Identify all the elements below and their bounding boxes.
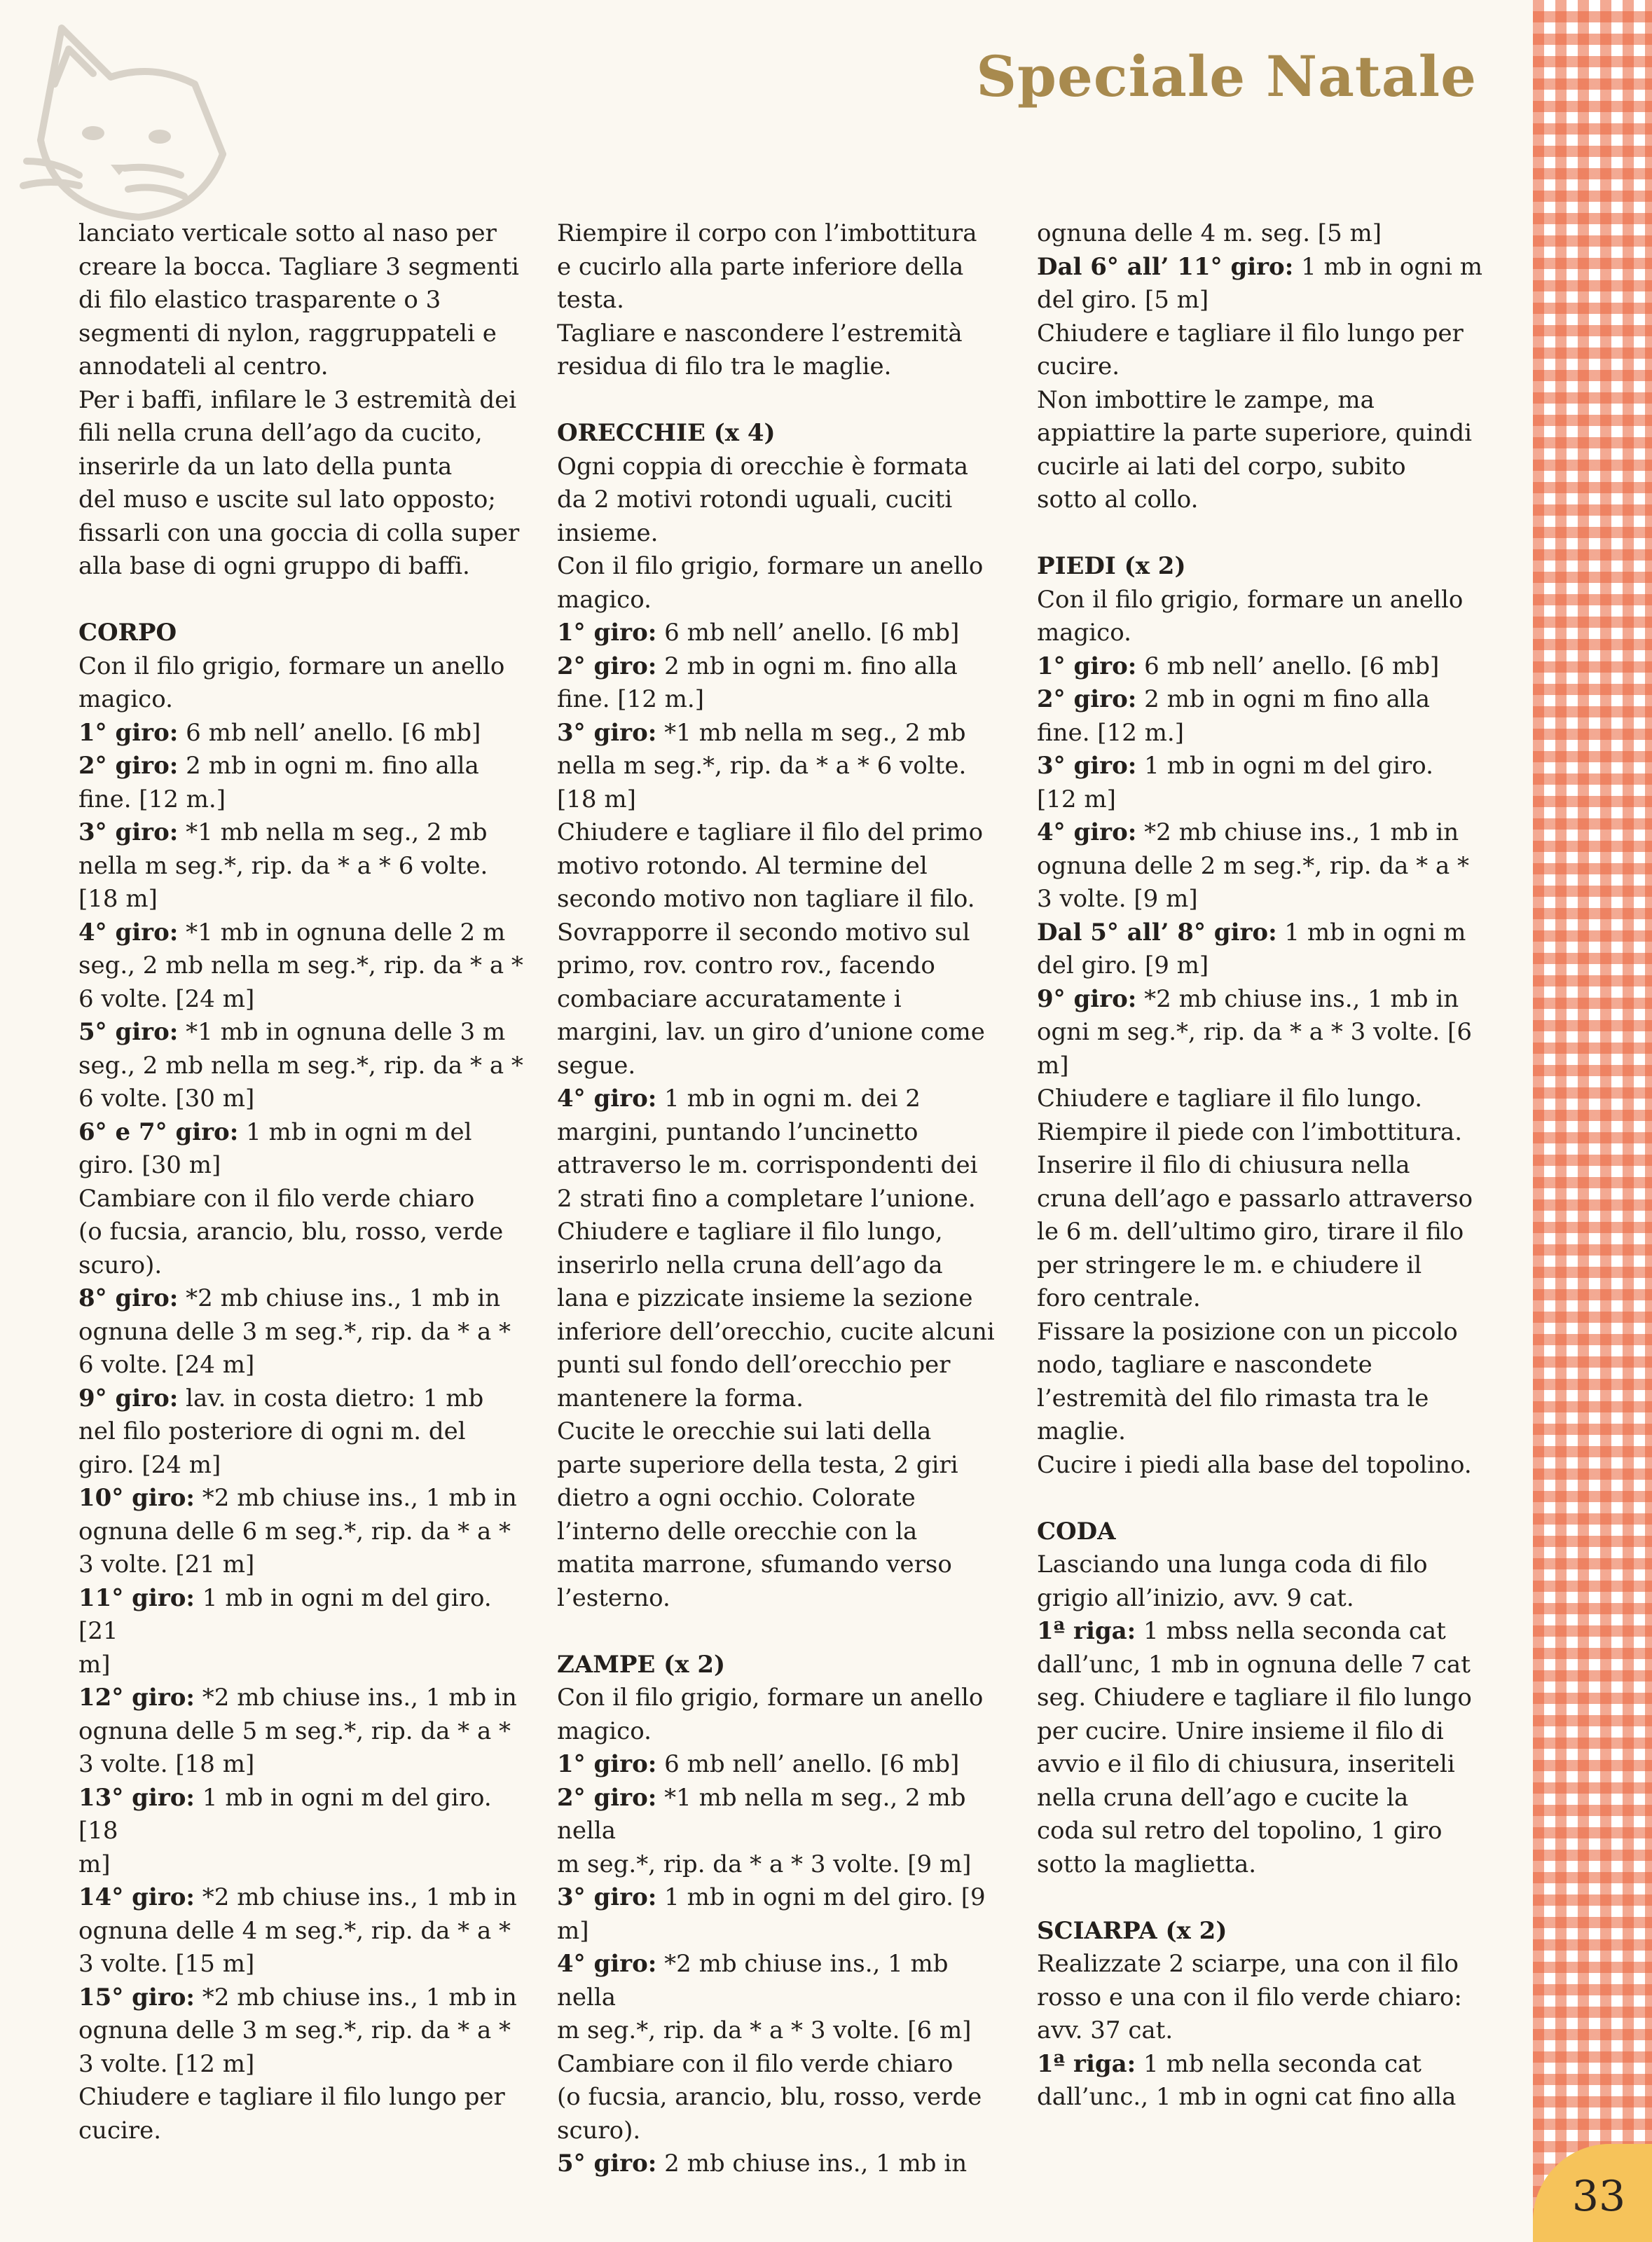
text-line: per cucire. Unire insieme il filo di [1037,1717,1444,1745]
paragraph-gap [1037,517,1485,551]
round-label: 1° giro: [557,619,657,647]
instruction-line [78,1016,527,1050]
instruction-line [1037,650,1485,684]
round-label: 4° giro: [557,1085,657,1113]
round-label: 1° giro: [1037,652,1137,680]
round-text: 2 mb in ogni m fino alla [1136,685,1430,713]
round-label: 3° giro: [557,1883,657,1911]
text-line: seg., 2 mb nella m seg.*, rip. da * a * [78,1051,523,1080]
text-line: cucire. [78,2116,162,2145]
text-line: parte superiore della testa, 2 giri [557,1450,958,1479]
round-text: 1 mb in ogni m del giro. [1136,752,1433,780]
text-line: Per i baffi, infilare le 3 estremità dei [78,385,517,414]
instruction-line [1037,983,1485,1017]
text-line: e cucirlo alla parte inferiore della [557,252,964,281]
text-line: annodateli al centro. [78,352,329,380]
text-line: nodo, tagliare e nascondete [1037,1351,1372,1379]
round-text: *1 mb nella m seg., 2 mb nella [557,1783,966,1845]
round-text: 1 mb in ogni m del giro. [9 m] [557,1883,986,1945]
instruction-line [78,1782,527,1848]
round-text: *2 mb chiuse ins., 1 mb in [178,1284,501,1312]
text-line: (o fucsia, arancio, blu, rosso, verde [557,2083,982,2111]
text-line: cruna dell’ago e passarlo attraverso [1037,1184,1473,1213]
text-line: ognuna delle 4 m. seg. [5 m] [1037,219,1382,247]
text-line: l’interno delle orecchie con la [557,1517,918,1546]
instruction-line [78,1482,527,1515]
round-label: 12° giro: [78,1684,195,1712]
instruction-line [78,916,527,950]
text-line: Realizzate 2 sciarpe, una con il filo [1037,1950,1459,1978]
instruction-line [1037,2048,1485,2082]
round-text: 6 mb nell’ anello. [6 mb] [656,619,960,647]
text-line: Cucire i piedi alla base del topolino. [1037,1450,1472,1479]
round-text: 1 mb in ogni m [1276,918,1466,947]
paragraph-gap [557,384,1005,418]
round-label: 1ª riga: [1037,2049,1136,2078]
round-label: 3° giro: [557,718,657,747]
instruction-line [1037,683,1485,717]
round-label: 1° giro: [78,718,179,747]
text-line: segmenti di nylon, raggruppateli e [78,319,497,348]
round-label: 3° giro: [1037,752,1137,780]
text-line: magico. [78,685,173,713]
text-line: inserirlo nella cruna dell’ago da [557,1251,943,1279]
text-line: nel filo posteriore di ogni m. del [78,1417,466,1445]
text-line: dietro a ogni occhio. Colorate [557,1484,916,1512]
text-line: foro centrale. [1037,1284,1201,1312]
text-line: 3 volte. [21 m] [78,1550,255,1579]
text-line: matita marrone, sfumando verso [557,1550,952,1579]
text-line: Cambiare con il filo verde chiaro [78,1184,475,1213]
text-line: coda sul retro del topolino, 1 giro [1037,1817,1443,1845]
instruction-line [78,1682,527,1715]
round-label: 5° giro: [557,2150,657,2178]
text-line: Con il filo grigio, formare un anello [1037,585,1464,614]
text-line: appiattire la parte superiore, quindi [1037,419,1473,447]
round-label: 4° giro: [78,918,179,947]
text-line: testa. [557,286,624,314]
text-line: seg., 2 mb nella m seg.*, rip. da * a * [78,951,523,979]
instruction-line [1037,816,1485,850]
text-line: inserirle da un lato della punta [78,452,453,481]
text-line: 6 volte. [24 m] [78,984,255,1013]
text-line: 3 volte. [9 m] [1037,885,1198,913]
round-text: 2 mb in ogni m. fino alla [178,752,479,780]
text-line: combaciare accuratamente i [557,984,902,1013]
text-line: seg. Chiudere e tagliare il filo lungo [1037,1684,1472,1712]
text-line: avv. 37 cat. [1037,2016,1173,2044]
text-line: fili nella cruna dell’ago da cucito, [78,419,483,447]
text-line: nella cruna dell’ago e cucite la [1037,1783,1409,1812]
round-label: 10° giro: [78,1484,195,1512]
text-line: del giro. [9 m] [1037,951,1209,979]
round-text: *2 mb chiuse ins., 1 mb in [194,1883,517,1911]
text-line: magico. [557,585,652,614]
text-line: l’esterno. [557,1583,670,1612]
text-line: attraverso le m. corrispondenti dei [557,1151,978,1179]
text-line: per stringere le m. e chiudere il [1037,1251,1422,1279]
text-column-1 [78,217,527,2147]
text-line: (o fucsia, arancio, blu, rosso, verde [78,1218,504,1246]
cat-logo-icon [13,0,237,231]
text-line: [18 m] [78,885,158,913]
text-line: di filo elastico trasparente o 3 [78,286,441,314]
instruction-line [1037,251,1485,284]
round-label: 4° giro: [557,1950,657,1978]
round-label: 1° giro: [557,1750,657,1778]
text-line: inferiore dell’orecchio, cucite alcuni [557,1317,995,1346]
section-heading: SCIARPA (x 2) [1037,1916,1227,1945]
text-line: Con il filo grigio, formare un anello [557,1684,984,1712]
text-line: 6 volte. [24 m] [78,1351,255,1379]
instruction-line [1037,916,1485,950]
text-line: [12 m] [1037,785,1116,813]
text-line: margini, lav. un giro d’unione come [557,1018,985,1046]
text-line: lanciato verticale sotto al naso per [78,219,497,247]
section-heading: ZAMPE (x 2) [557,1650,726,1679]
text-line: Cucite le orecchie sui lati della [557,1417,932,1445]
text-line: dall’unc., 1 mb in ogni cat fino alla [1037,2083,1457,2111]
text-line: le 6 m. dell’ultimo giro, tirare il filo [1037,1218,1464,1246]
text-line: Fissare la posizione con un piccolo [1037,1317,1458,1346]
text-line: scuro). [78,1251,163,1279]
round-label: 1ª riga: [1037,1617,1136,1645]
text-column-2 [557,217,1005,2181]
instruction-line [78,750,527,783]
text-line: Tagliare e nascondere l’estremità [557,319,963,348]
text-line: creare la bocca. Tagliare 3 segmenti [78,252,519,281]
text-line: Cambiare con il filo verde chiaro [557,2049,954,2078]
text-line: Chiudere e tagliare il filo del primo [557,818,984,846]
round-label: Dal 5° all’ 8° giro: [1037,918,1277,947]
text-line: insieme. [557,518,659,547]
instruction-line [557,650,1005,684]
text-line: magico. [557,1717,652,1745]
text-line: del giro. [5 m] [1037,286,1209,314]
text-line: Inserire il filo di chiusura nella [1037,1151,1410,1179]
instruction-line [78,816,527,850]
text-line: magico. [1037,619,1131,647]
round-text: *2 mb chiuse ins., 1 mb nella [557,1950,949,2011]
round-text: 1 mb in ogni m del giro. [21 [78,1583,492,1645]
text-line: [18 m] [557,785,636,813]
round-text: *2 mb chiuse ins., 1 mb in [194,1484,517,1512]
instruction-line [557,1881,1005,1948]
text-column-3 [1037,217,1485,2114]
text-line: residua di filo tra le maglie. [557,352,892,380]
round-text: *2 mb chiuse ins., 1 mb in [1136,818,1459,846]
text-line: alla base di ogni gruppo di baffi. [78,552,470,580]
round-label: 9° giro: [78,1384,179,1412]
text-line: ognuna delle 4 m seg.*, rip. da * a * [78,1916,511,1945]
round-label: 9° giro: [1037,984,1137,1013]
round-text: 1 mb in ogni m. dei 2 [656,1085,921,1113]
text-line: segue. [557,1051,636,1080]
round-text: *2 mb chiuse ins., 1 mb in [194,1684,517,1712]
text-line: Lasciando una lunga coda di filo [1037,1550,1428,1579]
round-label: 14° giro: [78,1883,195,1911]
text-line: 3 volte. [18 m] [78,1750,255,1778]
round-text: *1 mb in ognuna delle 3 m [178,1018,506,1046]
text-line: Con il filo grigio, formare un anello [78,652,505,680]
paragraph-gap [1037,1482,1485,1515]
text-line: rosso e una con il filo verde chiaro: [1037,1983,1462,2011]
text-line: fine. [12 m.] [78,785,226,813]
round-text: *1 mb in ognuna delle 2 m [178,918,506,947]
round-label: 2° giro: [557,1783,657,1812]
text-line: dall’unc, 1 mb in ognuna delle 7 cat [1037,1650,1471,1679]
text-line: motivo rotondo. Al termine del [557,851,928,880]
paragraph-gap [78,584,527,617]
page-number: 33 [1571,2172,1626,2221]
instruction-line [78,1881,527,1915]
round-text: 1 mb in ogni m del giro. [18 [78,1783,492,1845]
text-line: giro. [30 m] [78,1151,221,1179]
instruction-line [78,1582,527,1649]
text-line: m seg.*, rip. da * a * 3 volte. [9 m] [557,1850,972,1878]
text-line: ognuna delle 3 m seg.*, rip. da * a * [78,1317,511,1346]
text-line: mantenere la forma. [557,1384,804,1412]
round-text: *2 mb chiuse ins., 1 mb in [1136,984,1459,1013]
round-label: 3° giro: [78,818,179,846]
text-line: lana e pizzicate insieme la sezione [557,1284,973,1312]
text-line: m] [78,1850,111,1878]
text-line: 3 volte. [12 m] [78,2049,255,2078]
text-line: fissarli con una goccia di colla super [78,518,520,547]
text-line: l’estremità del filo rimasta tra le [1037,1384,1429,1412]
text-line: Chiudere e tagliare il filo lungo per [78,2083,505,2111]
text-line: da 2 motivi rotondi uguali, cuciti [557,486,953,514]
text-line: primo, rov. contro rov., facendo [557,951,935,979]
text-line: giro. [24 m] [78,1450,221,1479]
instruction-line [557,1782,1005,1848]
text-line: ogni m seg.*, rip. da * a * 3 volte. [6 m] [1037,1018,1472,1080]
round-text: 1 mb in ogni m del [238,1117,472,1146]
instruction-line [78,1382,527,1416]
round-text: lav. in costa dietro: 1 mb [178,1384,484,1412]
section-heading: ORECCHIE (x 4) [557,419,776,447]
instruction-line [557,1748,1005,1782]
text-line: Con il filo grigio, formare un anello [557,552,984,580]
round-text: 1 mb nella seconda cat [1136,2049,1422,2078]
round-label: 2° giro: [557,652,657,680]
text-line: sotto al collo. [1037,486,1199,514]
text-line: Riempire il piede con l’imbottitura. [1037,1117,1463,1146]
text-line: Sovrapporre il secondo motivo sul [557,918,970,947]
paragraph-gap [557,1615,1005,1649]
text-line: nella m seg.*, rip. da * a * 6 volte. [78,851,488,880]
text-line: grigio all’inizio, avv. 9 cat. [1037,1583,1354,1612]
text-line: Riempire il corpo con l’imbottitura [557,219,977,247]
round-text: 2 mb chiuse ins., 1 mb in [656,2150,968,2178]
instruction-line [78,1282,527,1316]
text-line: nella m seg.*, rip. da * a * 6 volte. [557,752,967,780]
text-line: m] [78,1650,111,1679]
round-label: 4° giro: [1037,818,1137,846]
instruction-line [557,617,1005,650]
section-heading: CORPO [78,619,177,647]
text-line: 6 volte. [30 m] [78,1085,255,1113]
text-line: fine. [12 m.] [1037,718,1184,747]
round-label: 11° giro: [78,1583,195,1612]
text-line: 3 volte. [15 m] [78,1950,255,1978]
round-text: 6 mb nell’ anello. [6 mb] [1136,652,1440,680]
text-line: del muso e uscite sul lato opposto; [78,486,496,514]
instruction-line [78,1981,527,2015]
instruction-line [557,717,1005,750]
round-label: 2° giro: [1037,685,1137,713]
instruction-line [1037,750,1485,783]
round-label: 13° giro: [78,1783,195,1812]
instruction-line [78,1116,527,1150]
gingham-border [1533,0,1652,2242]
round-text: 1 mbss nella seconda cat [1136,1617,1446,1645]
round-label: Dal 6° all’ 11° giro: [1037,252,1294,281]
section-title: Speciale Natale [976,43,1477,109]
text-line: fine. [12 m.] [557,685,704,713]
round-text: *2 mb chiuse ins., 1 mb in [194,1983,517,2011]
text-line: Non imbottire le zampe, ma [1037,385,1375,414]
text-line: margini, puntando l’uncinetto [557,1117,918,1146]
text-line: ognuna delle 2 m seg.*, rip. da * a * [1037,851,1470,880]
text-line: Chiudere e tagliare il filo lungo per [1037,319,1464,348]
instruction-line [557,2147,1005,2181]
text-line: secondo motivo non tagliare il filo. [557,885,975,913]
text-line: Chiudere e tagliare il filo lungo. [1037,1085,1423,1113]
text-line: avvio e il filo di chiusura, inseriteli [1037,1750,1455,1778]
text-line: 2 strati fino a completare l’unione. [557,1184,976,1213]
instruction-line [78,717,527,750]
round-text: 6 mb nell’ anello. [6 mb] [656,1750,960,1778]
section-heading: PIEDI (x 2) [1037,552,1186,580]
text-line: punti sul fondo dell’orecchio per [557,1351,951,1379]
instruction-line [1037,1615,1485,1649]
round-text: *1 mb nella m seg., 2 mb [656,718,966,747]
text-line: ognuna delle 3 m seg.*, rip. da * a * [78,2016,511,2044]
round-text: *1 mb nella m seg., 2 mb [178,818,488,846]
text-line: cucire. [1037,352,1120,380]
round-label: 8° giro: [78,1284,179,1312]
section-heading: CODA [1037,1517,1116,1546]
text-line: sotto la maglietta. [1037,1850,1257,1878]
text-line: ognuna delle 5 m seg.*, rip. da * a * [78,1717,511,1745]
text-line: ognuna delle 6 m seg.*, rip. da * a * [78,1517,511,1546]
round-label: 2° giro: [78,752,179,780]
text-line: cucirle ai lati del corpo, subito [1037,452,1406,481]
text-line: maglie. [1037,1417,1126,1445]
instruction-line [557,1082,1005,1116]
text-line: Chiudere e tagliare il filo lungo, [557,1218,943,1246]
round-label: 5° giro: [78,1018,179,1046]
instruction-line [557,1948,1005,2014]
round-text: 6 mb nell’ anello. [6 mb] [178,718,481,747]
round-label: 6° e 7° giro: [78,1117,239,1146]
text-line: m seg.*, rip. da * a * 3 volte. [6 m] [557,2016,972,2044]
round-text: 1 mb in ogni m [1293,252,1482,281]
round-label: 15° giro: [78,1983,195,2011]
paragraph-gap [1037,1881,1485,1915]
round-text: 2 mb in ogni m. fino alla [656,652,958,680]
text-line: Ogni coppia di orecchie è formata [557,452,968,481]
text-line: scuro). [557,2116,641,2145]
